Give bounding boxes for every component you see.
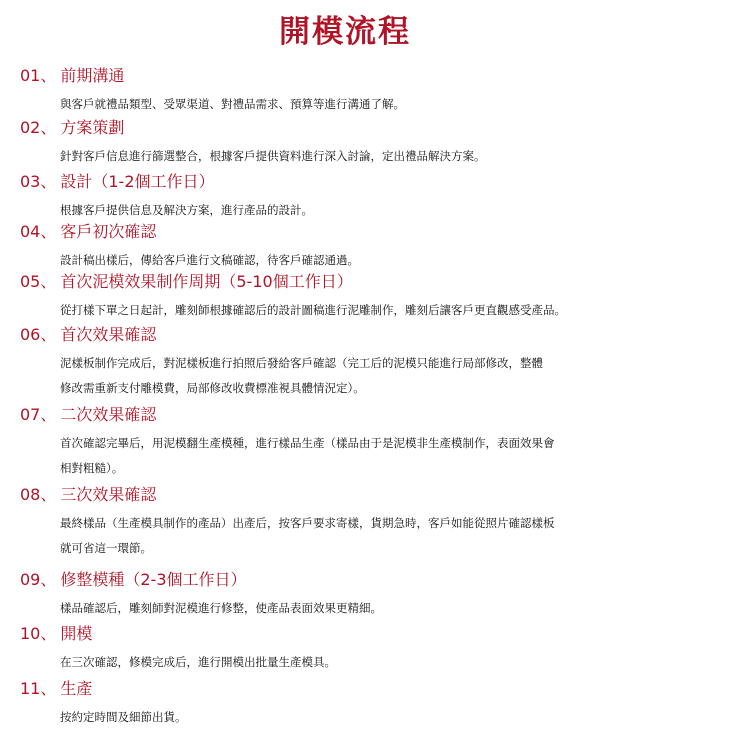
step-number: 09、 [20,570,57,589]
step-title: 首次泥模效果制作周期（5-10個工作日） [60,272,353,291]
step-description [60,198,740,223]
step-number: 11、 [20,679,57,698]
step-title: 三次效果確認 [60,485,157,504]
step-description [60,248,740,273]
step-description-line: 設計稿出樣后，傳給客戶進行文稿確認，待客戶確認通過。 [60,253,359,267]
step-description [60,650,740,675]
step-heading [20,272,353,292]
step-title: 生產 [60,679,93,698]
step-description [60,705,740,730]
step-description [60,596,740,621]
step-description-line: 相對粗糙）。 [60,461,124,475]
step-title: 方案策劃 [60,118,125,137]
step-number: 07、 [20,405,57,424]
step-heading [20,679,92,699]
step-description-line: 按約定時間及細節出貨。 [60,710,187,724]
step-description-line: 針對客戶信息進行篩選整合，根據客戶提供資料進行深入討論，定出禮品解決方案。 [60,149,486,163]
step-title: 客戶初次確認 [60,222,157,241]
step-number: 10、 [20,624,57,643]
step-heading [20,570,247,590]
step-description [60,92,740,117]
step-description [60,511,740,561]
step-description-line: 在三次確認，修模完成后，進行開模出批量生產模具。 [60,655,336,669]
step-title: 首次效果確認 [60,325,157,344]
step-description-line: 修改需重新支付雕模費，局部修改收費標准視具體情況定）。 [60,381,365,395]
step-heading [20,325,156,345]
step-number: 04、 [20,222,57,241]
step-description [60,431,740,481]
step-description-line: 首次確認完畢后，用泥模翻生產模種，進行樣品生產（樣品由于是泥模非生產模制作，表面效果會 [60,436,555,450]
step-heading [20,405,156,425]
step-heading [20,118,124,138]
step-title: 二次效果確認 [60,405,157,424]
step-heading [20,624,92,644]
step-description-line: 與客戶就禮品類型、受眾渠道、對禮品需求、預算等進行溝通了解。 [60,97,405,111]
step-title: 修整模種（2-3個工作日） [60,570,247,589]
step-number: 03、 [20,172,57,191]
step-description-line: 從打樣下單之日起計，雕刻師根據確認后的設計圖稿進行泥雕制作，雕刻后讓客戶更直觀感受產品。 [60,303,566,317]
step-number: 06、 [20,325,57,344]
step-heading [20,66,124,86]
step-description-line: 就可省這一環節。 [60,541,152,555]
step-heading [20,172,215,192]
step-description-line: 樣品確認后，雕刻師對泥模進行修整，使產品表面效果更精細。 [60,601,382,615]
step-heading [20,222,156,242]
step-description [60,144,740,169]
step-description-line: 根據客戶提供信息及解決方案，進行產品的設計。 [60,203,313,217]
step-number: 01、 [20,66,57,85]
step-description-line: 泥樣板制作完成后，對泥樣板進行拍照后發給客戶確認（完工后的泥模只能進行局部修改，整體 [60,356,543,370]
page-title: 開模流程 [279,14,411,50]
step-description-line: 最終樣品（生產模具制作的產品）出產后，按客戶要求寄樣，貨期急時，客戶如能從照片確認樣板 [60,516,555,530]
step-number: 05、 [20,272,57,291]
step-title: 開模 [60,624,93,643]
step-number: 08、 [20,485,57,504]
step-title: 設計（1-2個工作日） [60,172,215,191]
step-title: 前期溝通 [60,66,125,85]
step-number: 02、 [20,118,57,137]
step-heading [20,485,156,505]
step-description [60,351,740,401]
step-description [60,298,740,323]
